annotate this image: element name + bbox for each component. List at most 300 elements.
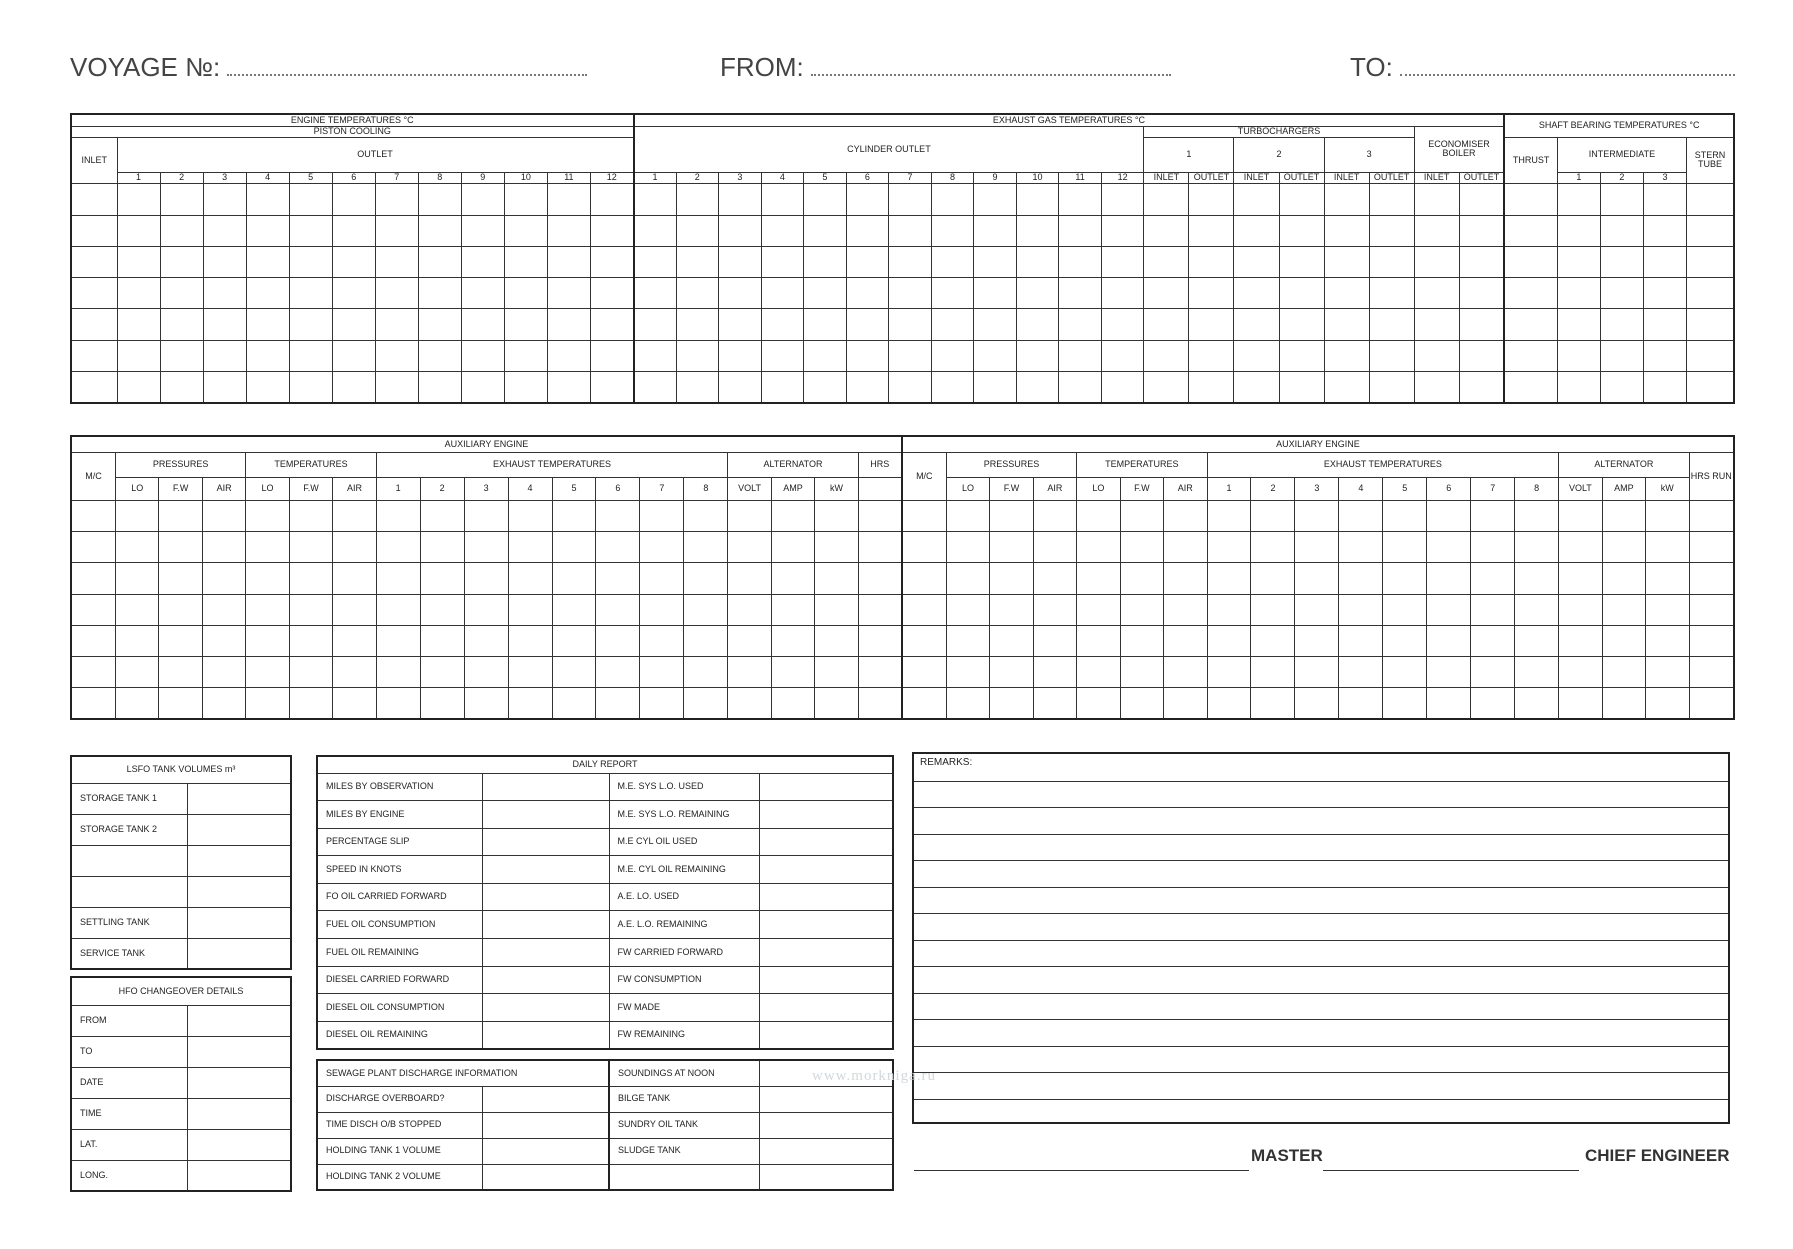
data-cell[interactable]: [1279, 184, 1324, 215]
data-cell[interactable]: [508, 688, 552, 719]
data-cell[interactable]: [1077, 563, 1120, 594]
data-cell[interactable]: [990, 500, 1033, 531]
data-cell[interactable]: [1383, 500, 1427, 531]
data-cell[interactable]: [1295, 594, 1339, 625]
data-cell[interactable]: [332, 246, 375, 277]
data-cell[interactable]: [289, 625, 332, 656]
data-cell[interactable]: [71, 372, 117, 403]
data-cell[interactable]: [202, 563, 245, 594]
data-cell[interactable]: [1414, 278, 1459, 309]
data-cell[interactable]: [246, 688, 289, 719]
data-cell[interactable]: [71, 563, 115, 594]
value-cell[interactable]: [482, 939, 609, 967]
data-cell[interactable]: [1646, 500, 1689, 531]
data-cell[interactable]: [202, 500, 245, 531]
data-cell[interactable]: [728, 625, 771, 656]
data-cell[interactable]: [552, 657, 596, 688]
data-cell[interactable]: [1164, 532, 1207, 563]
data-cell[interactable]: [1459, 215, 1504, 246]
data-cell[interactable]: [684, 657, 728, 688]
data-cell[interactable]: [846, 246, 889, 277]
data-cell[interactable]: [676, 372, 719, 403]
data-cell[interactable]: [771, 625, 814, 656]
data-cell[interactable]: [728, 594, 771, 625]
data-cell[interactable]: [931, 215, 974, 246]
data-cell[interactable]: [889, 215, 932, 246]
data-cell[interactable]: [71, 594, 115, 625]
data-cell[interactable]: [461, 184, 504, 215]
data-cell[interactable]: [590, 372, 633, 403]
data-cell[interactable]: [931, 340, 974, 371]
data-cell[interactable]: [376, 594, 420, 625]
data-cell[interactable]: [1686, 372, 1734, 403]
data-cell[interactable]: [1515, 500, 1559, 531]
data-cell[interactable]: [596, 625, 640, 656]
data-cell[interactable]: [1077, 500, 1120, 531]
data-cell[interactable]: [1646, 657, 1689, 688]
data-cell[interactable]: [71, 246, 117, 277]
data-cell[interactable]: [946, 594, 989, 625]
data-cell[interactable]: [590, 340, 633, 371]
data-cell[interactable]: [1559, 563, 1602, 594]
data-cell[interactable]: [846, 184, 889, 215]
data-cell[interactable]: [684, 500, 728, 531]
data-cell[interactable]: [676, 184, 719, 215]
value-cell[interactable]: [187, 1036, 291, 1067]
data-cell[interactable]: [858, 532, 902, 563]
data-cell[interactable]: [596, 688, 640, 719]
value-cell[interactable]: [759, 1086, 893, 1112]
data-cell[interactable]: [946, 625, 989, 656]
value-cell[interactable]: [482, 828, 609, 856]
data-cell[interactable]: [376, 532, 420, 563]
data-cell[interactable]: [1459, 309, 1504, 340]
data-cell[interactable]: [552, 532, 596, 563]
data-cell[interactable]: [1324, 372, 1369, 403]
data-cell[interactable]: [1164, 625, 1207, 656]
data-cell[interactable]: [1251, 532, 1295, 563]
data-cell[interactable]: [640, 500, 684, 531]
master-signature-line[interactable]: [914, 1150, 1249, 1171]
data-cell[interactable]: [1369, 215, 1414, 246]
data-cell[interactable]: [1369, 184, 1414, 215]
data-cell[interactable]: [1559, 532, 1602, 563]
value-cell[interactable]: [759, 966, 893, 994]
data-cell[interactable]: [1646, 625, 1689, 656]
data-cell[interactable]: [159, 625, 202, 656]
data-cell[interactable]: [159, 563, 202, 594]
data-cell[interactable]: [1643, 372, 1686, 403]
data-cell[interactable]: [858, 688, 902, 719]
data-cell[interactable]: [1557, 278, 1600, 309]
data-cell[interactable]: [246, 215, 289, 246]
data-cell[interactable]: [464, 657, 508, 688]
data-cell[interactable]: [1144, 215, 1189, 246]
data-cell[interactable]: [719, 246, 762, 277]
data-cell[interactable]: [1557, 372, 1600, 403]
data-cell[interactable]: [1383, 657, 1427, 688]
data-cell[interactable]: [590, 246, 633, 277]
data-cell[interactable]: [1120, 688, 1163, 719]
data-cell[interactable]: [1471, 500, 1515, 531]
data-cell[interactable]: [1279, 340, 1324, 371]
data-cell[interactable]: [420, 625, 464, 656]
data-cell[interactable]: [504, 215, 547, 246]
data-cell[interactable]: [1234, 309, 1279, 340]
data-cell[interactable]: [376, 657, 420, 688]
data-cell[interactable]: [640, 625, 684, 656]
data-cell[interactable]: [1646, 688, 1689, 719]
data-cell[interactable]: [676, 278, 719, 309]
data-cell[interactable]: [640, 688, 684, 719]
data-cell[interactable]: [1295, 688, 1339, 719]
data-cell[interactable]: [71, 625, 115, 656]
data-cell[interactable]: [990, 594, 1033, 625]
data-cell[interactable]: [771, 657, 814, 688]
data-cell[interactable]: [547, 184, 590, 215]
data-cell[interactable]: [1251, 563, 1295, 594]
data-cell[interactable]: [71, 215, 117, 246]
data-cell[interactable]: [1689, 500, 1734, 531]
data-cell[interactable]: [1207, 625, 1251, 656]
data-cell[interactable]: [1120, 532, 1163, 563]
data-cell[interactable]: [376, 563, 420, 594]
data-cell[interactable]: [1016, 309, 1059, 340]
data-cell[interactable]: [1251, 657, 1295, 688]
data-cell[interactable]: [508, 563, 552, 594]
data-cell[interactable]: [676, 309, 719, 340]
data-cell[interactable]: [684, 688, 728, 719]
data-cell[interactable]: [547, 246, 590, 277]
data-cell[interactable]: [1686, 278, 1734, 309]
data-cell[interactable]: [596, 563, 640, 594]
data-cell[interactable]: [464, 563, 508, 594]
data-cell[interactable]: [1602, 594, 1645, 625]
value-cell[interactable]: [759, 1138, 893, 1164]
data-cell[interactable]: [461, 372, 504, 403]
data-cell[interactable]: [1515, 563, 1559, 594]
data-cell[interactable]: [761, 340, 804, 371]
data-cell[interactable]: [1602, 657, 1645, 688]
data-cell[interactable]: [289, 688, 332, 719]
value-cell[interactable]: [759, 1164, 893, 1190]
data-cell[interactable]: [160, 215, 203, 246]
data-cell[interactable]: [1643, 215, 1686, 246]
data-cell[interactable]: [375, 309, 418, 340]
data-cell[interactable]: [590, 309, 633, 340]
data-cell[interactable]: [990, 657, 1033, 688]
data-cell[interactable]: [202, 532, 245, 563]
data-cell[interactable]: [332, 278, 375, 309]
data-cell[interactable]: [203, 372, 246, 403]
data-cell[interactable]: [858, 625, 902, 656]
data-cell[interactable]: [1279, 372, 1324, 403]
data-cell[interactable]: [547, 215, 590, 246]
data-cell[interactable]: [115, 563, 158, 594]
data-cell[interactable]: [289, 532, 332, 563]
data-cell[interactable]: [1427, 532, 1471, 563]
data-cell[interactable]: [1369, 372, 1414, 403]
data-cell[interactable]: [1059, 309, 1102, 340]
data-cell[interactable]: [375, 372, 418, 403]
data-cell[interactable]: [590, 215, 633, 246]
data-cell[interactable]: [117, 215, 160, 246]
value-cell[interactable]: [759, 773, 893, 801]
data-cell[interactable]: [1557, 340, 1600, 371]
data-cell[interactable]: [719, 278, 762, 309]
data-cell[interactable]: [117, 372, 160, 403]
data-cell[interactable]: [1189, 309, 1234, 340]
data-cell[interactable]: [547, 340, 590, 371]
data-cell[interactable]: [596, 500, 640, 531]
data-cell[interactable]: [974, 246, 1017, 277]
data-cell[interactable]: [1077, 532, 1120, 563]
data-cell[interactable]: [634, 215, 677, 246]
data-cell[interactable]: [990, 532, 1033, 563]
data-cell[interactable]: [1515, 594, 1559, 625]
data-cell[interactable]: [1144, 278, 1189, 309]
data-cell[interactable]: [160, 372, 203, 403]
data-cell[interactable]: [461, 246, 504, 277]
data-cell[interactable]: [676, 215, 719, 246]
data-cell[interactable]: [1459, 278, 1504, 309]
data-cell[interactable]: [117, 246, 160, 277]
data-cell[interactable]: [1427, 657, 1471, 688]
data-cell[interactable]: [71, 184, 117, 215]
data-cell[interactable]: [771, 500, 814, 531]
data-cell[interactable]: [117, 184, 160, 215]
data-cell[interactable]: [990, 625, 1033, 656]
data-cell[interactable]: [815, 532, 858, 563]
data-cell[interactable]: [1459, 184, 1504, 215]
data-cell[interactable]: [1059, 184, 1102, 215]
data-cell[interactable]: [552, 500, 596, 531]
data-cell[interactable]: [420, 688, 464, 719]
data-cell[interactable]: [552, 594, 596, 625]
data-cell[interactable]: [1459, 372, 1504, 403]
data-cell[interactable]: [1471, 532, 1515, 563]
data-cell[interactable]: [858, 594, 902, 625]
data-cell[interactable]: [1600, 372, 1643, 403]
data-cell[interactable]: [1324, 246, 1369, 277]
data-cell[interactable]: [1414, 215, 1459, 246]
data-cell[interactable]: [684, 594, 728, 625]
data-cell[interactable]: [804, 309, 847, 340]
data-cell[interactable]: [1515, 625, 1559, 656]
data-cell[interactable]: [1101, 278, 1144, 309]
data-cell[interactable]: [246, 372, 289, 403]
data-cell[interactable]: [547, 309, 590, 340]
data-cell[interactable]: [71, 500, 115, 531]
data-cell[interactable]: [420, 594, 464, 625]
value-cell[interactable]: [482, 883, 609, 911]
data-cell[interactable]: [902, 657, 946, 688]
data-cell[interactable]: [375, 215, 418, 246]
data-cell[interactable]: [1504, 372, 1557, 403]
data-cell[interactable]: [1324, 215, 1369, 246]
value-cell[interactable]: [759, 994, 893, 1022]
data-cell[interactable]: [1646, 532, 1689, 563]
data-cell[interactable]: [1164, 688, 1207, 719]
data-cell[interactable]: [902, 500, 946, 531]
data-cell[interactable]: [931, 246, 974, 277]
data-cell[interactable]: [1016, 278, 1059, 309]
data-cell[interactable]: [974, 278, 1017, 309]
data-cell[interactable]: [461, 340, 504, 371]
value-cell[interactable]: [759, 911, 893, 939]
data-cell[interactable]: [289, 594, 332, 625]
data-cell[interactable]: [931, 278, 974, 309]
data-cell[interactable]: [719, 215, 762, 246]
data-cell[interactable]: [815, 563, 858, 594]
data-cell[interactable]: [332, 184, 375, 215]
data-cell[interactable]: [464, 625, 508, 656]
remarks-box[interactable]: [912, 752, 1730, 1124]
data-cell[interactable]: [1324, 278, 1369, 309]
data-cell[interactable]: [504, 309, 547, 340]
value-cell[interactable]: [759, 1021, 893, 1049]
data-cell[interactable]: [1189, 372, 1234, 403]
data-cell[interactable]: [289, 657, 332, 688]
data-cell[interactable]: [1559, 657, 1602, 688]
data-cell[interactable]: [376, 500, 420, 531]
data-cell[interactable]: [461, 309, 504, 340]
data-cell[interactable]: [464, 500, 508, 531]
data-cell[interactable]: [418, 340, 461, 371]
data-cell[interactable]: [761, 246, 804, 277]
data-cell[interactable]: [1339, 657, 1383, 688]
data-cell[interactable]: [464, 532, 508, 563]
data-cell[interactable]: [508, 594, 552, 625]
data-cell[interactable]: [418, 309, 461, 340]
data-cell[interactable]: [761, 278, 804, 309]
data-cell[interactable]: [376, 688, 420, 719]
data-cell[interactable]: [1369, 340, 1414, 371]
data-cell[interactable]: [846, 215, 889, 246]
data-cell[interactable]: [804, 278, 847, 309]
data-cell[interactable]: [596, 657, 640, 688]
data-cell[interactable]: [676, 246, 719, 277]
data-cell[interactable]: [117, 309, 160, 340]
data-cell[interactable]: [1033, 532, 1076, 563]
data-cell[interactable]: [1101, 215, 1144, 246]
data-cell[interactable]: [634, 246, 677, 277]
data-cell[interactable]: [1234, 278, 1279, 309]
data-cell[interactable]: [1646, 594, 1689, 625]
data-cell[interactable]: [508, 532, 552, 563]
data-cell[interactable]: [203, 340, 246, 371]
data-cell[interactable]: [1164, 563, 1207, 594]
data-cell[interactable]: [1144, 309, 1189, 340]
data-cell[interactable]: [1339, 563, 1383, 594]
data-cell[interactable]: [1101, 372, 1144, 403]
data-cell[interactable]: [246, 278, 289, 309]
data-cell[interactable]: [1414, 184, 1459, 215]
data-cell[interactable]: [1557, 246, 1600, 277]
data-cell[interactable]: [634, 309, 677, 340]
data-cell[interactable]: [1471, 563, 1515, 594]
data-cell[interactable]: [1016, 372, 1059, 403]
data-cell[interactable]: [160, 340, 203, 371]
data-cell[interactable]: [1077, 594, 1120, 625]
data-cell[interactable]: [289, 215, 332, 246]
data-cell[interactable]: [159, 657, 202, 688]
data-cell[interactable]: [1686, 215, 1734, 246]
data-cell[interactable]: [1689, 657, 1734, 688]
data-cell[interactable]: [1059, 246, 1102, 277]
data-cell[interactable]: [1101, 246, 1144, 277]
data-cell[interactable]: [846, 372, 889, 403]
data-cell[interactable]: [1504, 184, 1557, 215]
data-cell[interactable]: [815, 594, 858, 625]
data-cell[interactable]: [160, 309, 203, 340]
data-cell[interactable]: [1059, 372, 1102, 403]
data-cell[interactable]: [202, 657, 245, 688]
data-cell[interactable]: [728, 688, 771, 719]
data-cell[interactable]: [889, 340, 932, 371]
value-cell[interactable]: [187, 783, 291, 814]
data-cell[interactable]: [640, 563, 684, 594]
data-cell[interactable]: [590, 278, 633, 309]
data-cell[interactable]: [974, 184, 1017, 215]
data-cell[interactable]: [634, 340, 677, 371]
data-cell[interactable]: [160, 184, 203, 215]
data-cell[interactable]: [596, 532, 640, 563]
data-cell[interactable]: [1251, 688, 1295, 719]
data-cell[interactable]: [71, 688, 115, 719]
data-cell[interactable]: [946, 563, 989, 594]
data-cell[interactable]: [761, 309, 804, 340]
data-cell[interactable]: [115, 625, 158, 656]
data-cell[interactable]: [902, 532, 946, 563]
data-cell[interactable]: [420, 563, 464, 594]
data-cell[interactable]: [1504, 340, 1557, 371]
data-cell[interactable]: [1251, 500, 1295, 531]
data-cell[interactable]: [804, 340, 847, 371]
data-cell[interactable]: [1600, 215, 1643, 246]
data-cell[interactable]: [1189, 278, 1234, 309]
data-cell[interactable]: [464, 688, 508, 719]
data-cell[interactable]: [858, 657, 902, 688]
data-cell[interactable]: [1689, 625, 1734, 656]
data-cell[interactable]: [1144, 372, 1189, 403]
data-cell[interactable]: [1207, 688, 1251, 719]
data-cell[interactable]: [640, 594, 684, 625]
data-cell[interactable]: [1414, 372, 1459, 403]
data-cell[interactable]: [1515, 657, 1559, 688]
data-cell[interactable]: [115, 500, 158, 531]
data-cell[interactable]: [728, 500, 771, 531]
data-cell[interactable]: [719, 184, 762, 215]
data-cell[interactable]: [1369, 246, 1414, 277]
data-cell[interactable]: [719, 309, 762, 340]
data-cell[interactable]: [889, 246, 932, 277]
data-cell[interactable]: [203, 184, 246, 215]
data-cell[interactable]: [1207, 594, 1251, 625]
data-cell[interactable]: [1689, 594, 1734, 625]
data-cell[interactable]: [804, 372, 847, 403]
data-cell[interactable]: [1383, 532, 1427, 563]
data-cell[interactable]: [1689, 563, 1734, 594]
data-cell[interactable]: [289, 372, 332, 403]
data-cell[interactable]: [1144, 246, 1189, 277]
data-cell[interactable]: [504, 372, 547, 403]
value-cell[interactable]: [759, 883, 893, 911]
data-cell[interactable]: [203, 309, 246, 340]
value-cell[interactable]: [187, 845, 291, 876]
data-cell[interactable]: [1602, 563, 1645, 594]
data-cell[interactable]: [117, 278, 160, 309]
